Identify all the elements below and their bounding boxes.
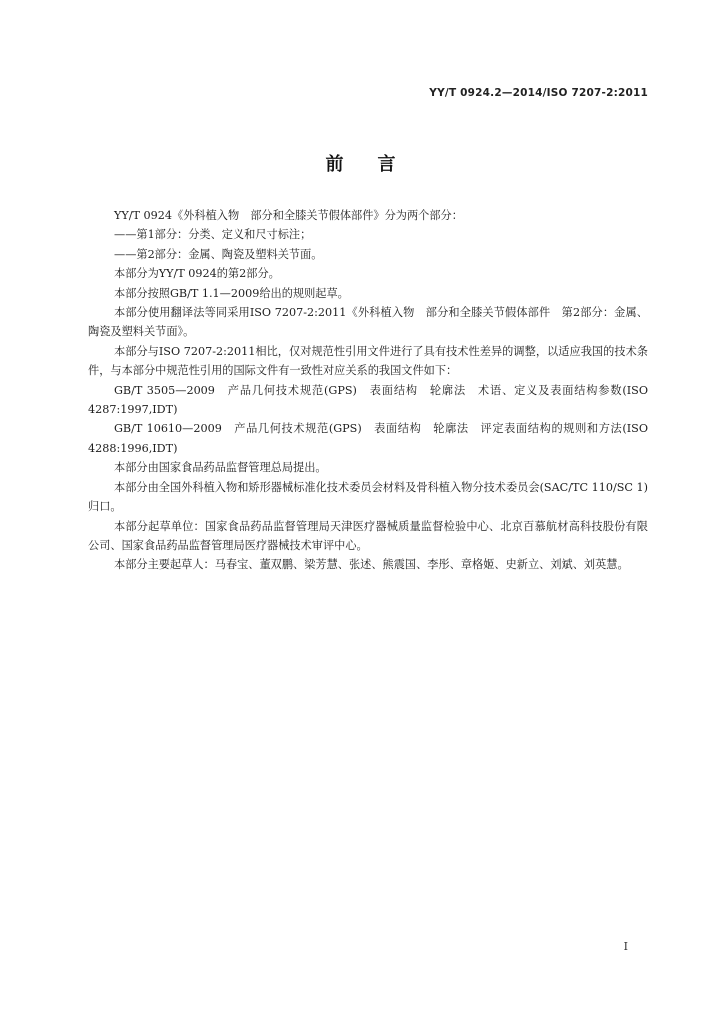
list-item-part-2: ——第2部分：金属、陶瓷及塑料关节面。 bbox=[114, 247, 323, 261]
standard-code-header: YY/T 0924.2—2014/ISO 7207-2:2011 bbox=[429, 87, 648, 99]
page-title: 前言 bbox=[325, 154, 430, 175]
paragraph-drafting-rules: 本部分按照GB/T 1.1—2009给出的规则起草。 bbox=[114, 286, 349, 300]
paragraph-this-part: 本部分为YY/T 0924的第2部分。 bbox=[114, 267, 280, 281]
paragraph-translation-method: 本部分使用翻译法等同采用ISO 7207-2:2011《外科植入物 部分和全膝关节假体部件 第2部分：金属、陶瓷及塑料关节面》。 bbox=[88, 306, 648, 339]
paragraph-parts-intro: YY/T 0924《外科植入物 部分和全膝关节假体部件》分为两个部分： bbox=[114, 209, 463, 222]
reference-gb-3505: GB/T 3505—2009 产品几何技术规范(GPS) 表面结构 轮廓法 术语、定义及表面结构参数(ISO 4287:1997,IDT) bbox=[88, 383, 648, 417]
paragraph-proposed-by: 本部分由国家食品药品监督管理总局提出。 bbox=[114, 461, 327, 475]
paragraph-differences: 本部分与ISO 7207-2:2011相比，仅对规范性引用文件进行了具有技术性差异的调整，以适应我国的技术条件，与本部分中规范性引用的国际文件有一致性对应关系的我国文件如下： bbox=[88, 344, 648, 378]
paragraph-drafters: 本部分主要起草人：马春宝、董双鹏、梁芳慧、张述、熊震国、李彤、章格姬、史新立、刘斌、刘英慧。 bbox=[114, 558, 629, 572]
reference-gb-10610: GB/T 10610—2009 产品几何技术规范(GPS) 表面结构 轮廓法 评定表面结构的规则和方法(ISO 4288:1996,IDT) bbox=[88, 422, 648, 455]
paragraph-drafting-units: 本部分起草单位：国家食品药品监督管理局天津医疗器械质量监督检验中心、北京百慕航材高科技股份有限公司、国家食品药品监督管理局医疗器械技术审评中心。 bbox=[88, 519, 648, 552]
paragraph-centralized-by: 本部分由全国外科植入物和矫形器械标准化技术委员会材料及骨科植入物分技术委员会(SAC/TC 110/SC 1)归口。 bbox=[88, 480, 648, 514]
foreword-body bbox=[88, 206, 648, 575]
page-number: I bbox=[623, 940, 628, 953]
list-item-part-1: ——第1部分：分类、定义和尺寸标注； bbox=[114, 228, 312, 242]
